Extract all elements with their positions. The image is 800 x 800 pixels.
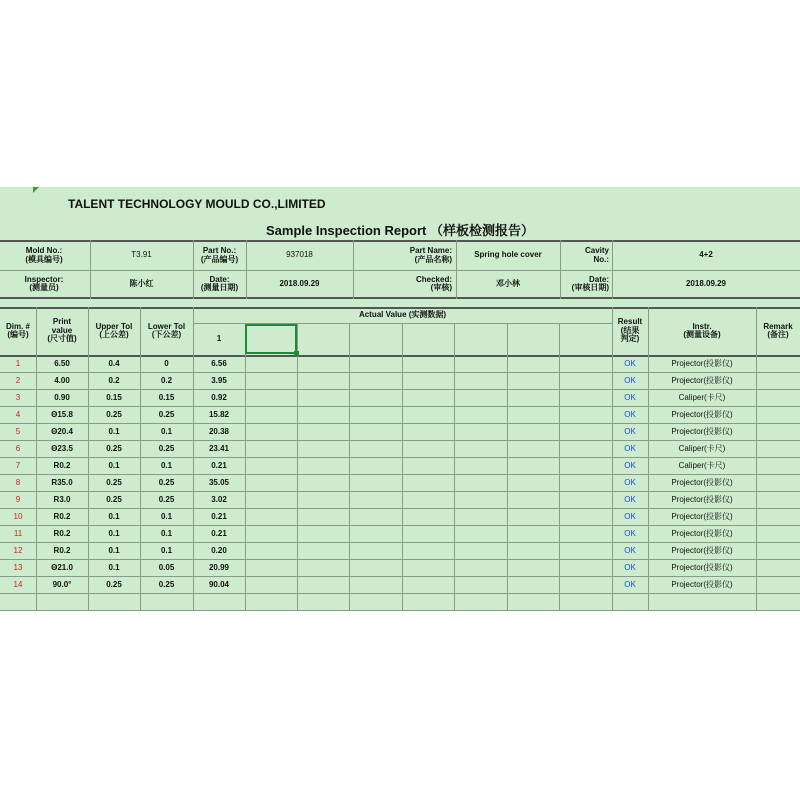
row-result[interactable]: OK — [624, 528, 636, 538]
row-actual[interactable]: 35.05 — [208, 477, 230, 487]
check-date-value[interactable]: 2018.09.29 — [685, 278, 727, 288]
cell-text: 判定) — [620, 334, 640, 344]
row-upper[interactable]: 0.25 — [106, 494, 122, 504]
row-upper[interactable]: 0.2 — [108, 375, 120, 385]
cell-text: Part Name: — [409, 246, 452, 256]
row-print[interactable]: Θ20.4 — [51, 426, 73, 436]
cell-text: Checked: — [415, 274, 452, 284]
cell-text: (尺寸值) — [47, 334, 77, 344]
row-lower[interactable]: 0.2 — [160, 375, 173, 385]
row-instr[interactable]: Projector(投影仪) — [671, 579, 733, 589]
row-actual[interactable]: 15.82 — [208, 409, 230, 419]
row-actual[interactable]: 3.02 — [211, 494, 227, 504]
col-lower-header — [140, 309, 193, 353]
cell-text: (产品名称) — [414, 254, 452, 264]
cell-text: (上公差) — [99, 330, 129, 339]
row-lower[interactable]: 0.1 — [160, 528, 173, 538]
row-result[interactable]: OK — [624, 579, 636, 589]
row-dim[interactable]: 8 — [15, 477, 21, 487]
date-value[interactable]: 2018.09.29 — [279, 278, 320, 288]
cell-text: Dim. # — [5, 321, 30, 331]
cell-text: Inspector: — [24, 274, 64, 284]
row-dim[interactable]: 6 — [15, 443, 21, 453]
actual-col-line — [402, 323, 403, 610]
row-print[interactable]: R3.0 — [53, 494, 71, 504]
row-lower[interactable]: 0.25 — [158, 477, 175, 487]
company-name: TALENT TECHNOLOGY MOULD CO.,LIMITED — [68, 197, 326, 211]
cavity-label — [560, 242, 612, 269]
cell-text: Lower Tol — [147, 321, 186, 331]
row-result[interactable]: OK — [624, 562, 636, 572]
col-print-header — [36, 309, 88, 353]
cell-text: Result — [617, 317, 643, 327]
col-dim-header — [0, 309, 36, 353]
row-dim[interactable]: 14 — [13, 579, 23, 589]
row-instr[interactable]: Projector(投影仪) — [671, 409, 733, 419]
row-upper[interactable]: 0.25 — [106, 443, 122, 453]
actual-sub-1: 1 — [216, 333, 222, 343]
row-instr[interactable]: Caliper(卡尺) — [678, 443, 726, 453]
col-instr-header — [648, 309, 756, 353]
row-print[interactable]: R0.2 — [53, 528, 71, 538]
row-lower[interactable]: 0.25 — [158, 494, 175, 504]
cell-text: Date: — [588, 274, 609, 284]
inspector-label — [0, 271, 88, 297]
row-upper[interactable]: 0.1 — [108, 426, 120, 436]
row-actual[interactable]: 6.56 — [211, 358, 227, 368]
mold-no-value[interactable]: T3.91 — [131, 250, 152, 260]
row-print[interactable]: R35.0 — [51, 477, 73, 487]
row-dim[interactable]: 10 — [13, 511, 23, 521]
row-actual[interactable]: 90.04 — [208, 579, 230, 589]
row-dim[interactable]: 4 — [15, 409, 21, 419]
date-label — [193, 271, 246, 297]
mold-no-label — [0, 242, 88, 269]
cell-text: (编号) — [7, 330, 29, 339]
cell-text: Part No.: — [202, 246, 237, 256]
row-actual[interactable]: 0.21 — [211, 460, 227, 470]
row-lower[interactable]: 0.25 — [158, 409, 175, 419]
col-actual-header: Actual Value (实测数据) — [358, 310, 447, 320]
actual-col-line — [454, 323, 455, 610]
row-result[interactable]: OK — [624, 358, 636, 368]
row-instr[interactable]: Caliper(卡尺) — [678, 392, 726, 402]
row-print[interactable]: 90.0° — [52, 579, 72, 589]
row-print[interactable]: Θ23.5 — [51, 443, 73, 453]
row-instr[interactable]: Caliper(卡尺) — [678, 460, 726, 470]
row-upper[interactable]: 0.1 — [108, 460, 120, 470]
inspection-sheet — [0, 187, 800, 611]
row-actual[interactable]: 0.20 — [211, 545, 227, 555]
cell-text: (模具编号) — [25, 254, 63, 264]
row-print[interactable]: 4.00 — [54, 375, 70, 385]
row-instr[interactable]: Projector(投影仪) — [671, 358, 733, 368]
cell-text: Upper Tol — [95, 321, 133, 331]
row-instr[interactable]: Projector(投影仪) — [671, 562, 733, 572]
cell-text: Date: — [209, 274, 230, 284]
row-instr[interactable]: Projector(投影仪) — [671, 545, 733, 555]
row-print[interactable]: Θ15.8 — [51, 409, 73, 419]
row-actual[interactable]: 3.95 — [211, 375, 227, 385]
actual-col-line — [297, 323, 298, 610]
cell-text: No.: — [593, 254, 609, 264]
row-lower[interactable]: 0 — [164, 358, 169, 368]
row-lower[interactable]: 0.15 — [158, 392, 175, 402]
row-result[interactable]: OK — [624, 511, 636, 521]
cell-text: (审核) — [430, 283, 452, 292]
col-result-header — [612, 309, 648, 353]
row-print[interactable]: 0.90 — [54, 392, 70, 402]
row-upper[interactable]: 0.1 — [108, 528, 120, 538]
row-instr[interactable]: Projector(投影仪) — [671, 426, 733, 436]
cell-text: (测量日期) — [200, 283, 239, 292]
row-actual[interactable]: 0.21 — [211, 511, 227, 521]
cell-text: (产品编号) — [200, 254, 239, 264]
row-lower[interactable]: 0.1 — [160, 426, 173, 436]
cell-text: (备注) — [767, 330, 789, 339]
row-result[interactable]: OK — [624, 494, 636, 504]
row-result[interactable]: OK — [624, 460, 636, 470]
row-dim[interactable]: 3 — [15, 392, 21, 402]
part-name-label — [353, 242, 456, 269]
row-dim[interactable]: 7 — [15, 460, 21, 470]
cell-text: Mold No.: — [25, 246, 63, 256]
part-name-value[interactable]: Spring hole cover — [474, 250, 542, 260]
cell-text: Instr. — [692, 321, 712, 331]
row-lower[interactable]: 0.1 — [160, 460, 173, 470]
row-upper[interactable]: 0.1 — [108, 545, 120, 555]
row-result[interactable]: OK — [624, 375, 636, 385]
check-date-label — [560, 271, 612, 297]
comment-marker — [33, 187, 39, 193]
row-dim[interactable]: 11 — [13, 528, 23, 538]
row-dim[interactable]: 9 — [15, 494, 21, 504]
col-upper-header — [88, 309, 140, 353]
part-no-value[interactable]: 937018 — [286, 250, 313, 260]
checked-label — [353, 271, 456, 297]
actual-col-line — [559, 323, 560, 610]
row-lower[interactable]: 0.25 — [158, 579, 175, 589]
row-instr[interactable]: Projector(投影仪) — [671, 494, 733, 504]
cell-text: Print — [52, 317, 72, 327]
row-upper[interactable]: 0.25 — [106, 579, 122, 589]
cell-text: Cavity — [584, 246, 609, 256]
info-bottom — [0, 297, 800, 299]
row-actual[interactable]: 0.92 — [211, 392, 227, 402]
row-upper[interactable]: 0.15 — [106, 392, 122, 402]
row-instr[interactable]: Projector(投影仪) — [671, 528, 733, 538]
row-upper[interactable]: 0.25 — [106, 477, 122, 487]
row-lower[interactable]: 0.25 — [158, 443, 175, 453]
row-print[interactable]: R0.2 — [53, 511, 71, 521]
checked-value[interactable]: 邓小林 — [496, 278, 520, 288]
report-title: Sample Inspection Report （样板检测报告） — [266, 223, 534, 238]
row-result[interactable]: OK — [624, 545, 636, 555]
cell-text: (测量员) — [29, 283, 59, 292]
row-lower[interactable]: 0.1 — [160, 545, 173, 555]
row-dim[interactable]: 5 — [15, 426, 21, 436]
row-dim[interactable]: 12 — [13, 545, 23, 555]
row-instr[interactable]: Projector(投影仪) — [671, 375, 733, 385]
row-instr[interactable]: Projector(投影仪) — [671, 477, 733, 487]
row-actual[interactable]: 0.21 — [211, 528, 227, 538]
row-upper[interactable]: 0.1 — [108, 511, 120, 521]
cell-text: (审核日期) — [571, 283, 609, 292]
row-dim[interactable]: 1 — [15, 358, 21, 368]
row-actual[interactable]: 20.38 — [208, 426, 230, 436]
row-dim[interactable]: 13 — [13, 562, 23, 572]
row-instr[interactable]: Projector(投影仪) — [671, 511, 733, 521]
col-remark-header — [756, 309, 800, 353]
inspector-value[interactable]: 陈小红 — [129, 278, 154, 288]
part-no-label — [193, 242, 246, 269]
row-result[interactable]: OK — [624, 392, 636, 402]
row-line — [0, 593, 800, 594]
actual-col-line — [507, 323, 508, 610]
row-print[interactable]: 6.50 — [54, 358, 70, 368]
row-upper[interactable]: 0.1 — [108, 562, 120, 572]
row-result[interactable]: OK — [624, 443, 636, 453]
row-lower[interactable]: 0.1 — [160, 511, 173, 521]
cell-text: (下公差) — [151, 330, 182, 339]
actual-col-line — [349, 323, 350, 610]
fill-handle[interactable] — [294, 351, 299, 356]
actual-col-line — [245, 323, 246, 610]
cavity-value[interactable]: 4+2 — [699, 250, 713, 260]
row-result[interactable]: OK — [624, 409, 636, 419]
row-upper[interactable]: 0.25 — [106, 409, 122, 419]
row-lower[interactable]: 0.05 — [158, 562, 175, 572]
row-actual[interactable]: 20.99 — [208, 562, 230, 572]
cell-text: (测量设备) — [683, 330, 721, 339]
row-upper[interactable]: 0.4 — [108, 358, 120, 368]
row-print[interactable]: R0.2 — [53, 460, 71, 470]
row-print[interactable]: R0.2 — [53, 545, 71, 555]
cell-text: (结果 — [620, 325, 640, 335]
row-result[interactable]: OK — [624, 426, 636, 436]
row-dim[interactable]: 2 — [15, 375, 21, 385]
row-result[interactable]: OK — [624, 477, 636, 487]
cell-text: value — [51, 325, 73, 335]
row-line — [0, 610, 800, 611]
row-actual[interactable]: 23.41 — [208, 443, 230, 453]
cell-text: Remark — [763, 321, 793, 331]
selected-cell[interactable] — [245, 324, 297, 354]
row-print[interactable]: Θ21.0 — [51, 562, 73, 572]
